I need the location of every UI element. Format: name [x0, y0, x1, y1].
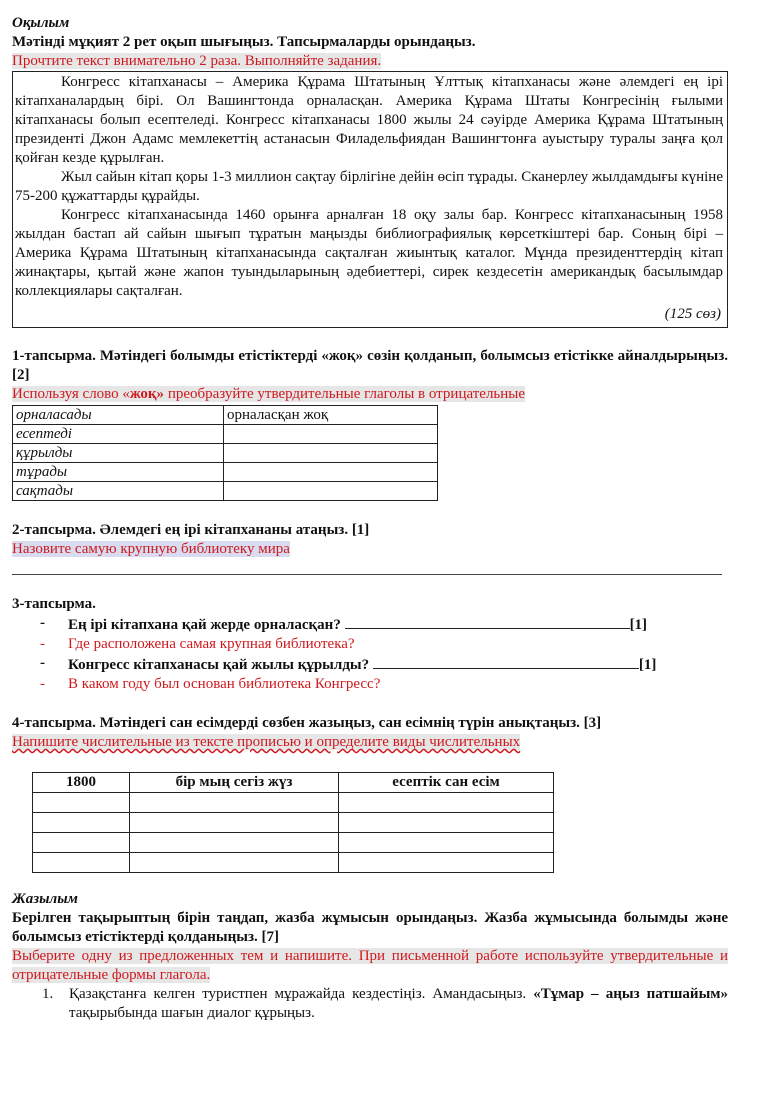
task2-title-ru: Назовите самую крупную библиотеку мира — [12, 541, 290, 557]
verb-cell: тұрады — [13, 463, 224, 482]
reading-paragraph-2: Жыл сайын кітап қоры 1-3 миллион сақтау бірлігіне дейін өсіп тұрады. Сканерлеу жылдамдығы күніне 75-200 құжаттарды құрайды. — [15, 169, 723, 204]
reading-text-box — [12, 71, 728, 328]
answer-cell[interactable] — [130, 833, 339, 853]
reading-paragraph-3: Конгресс кітапханасында 1460 орынға арналған 18 оқу залы бар. Конгресс кітапханасының 1958 жылдан бастап ай сайын шығып тұратын маңызды библиографиялық көрсеткіштері бар. Соның бірі – Америка Құрама Штатының кітапханасында сақталған жиынтық каталог. Мұнда президенттердің кітап жинақтары, қытай және жапон туындыларының әдебиеттері, сирек кездесетін американдық басылымдар коллекциялары сақталған. — [15, 207, 723, 299]
answer-cell[interactable] — [130, 813, 339, 833]
task1-table — [12, 405, 438, 501]
table-row — [13, 463, 438, 482]
table-row — [13, 482, 438, 501]
task3-section — [12, 595, 728, 694]
answer-cell[interactable] — [130, 853, 339, 873]
answer-line[interactable] — [345, 614, 630, 629]
table-row — [33, 813, 554, 833]
answer-cell[interactable] — [33, 813, 130, 833]
task3-question-2: - Конгресс кітапханасы қай жылы құрылды? [1] — [40, 654, 728, 675]
table-cell: 1800 — [33, 773, 130, 793]
task3-question-1: - Ең ірі кітапхана қай жерде орналасқан? [1] — [40, 614, 728, 635]
task4-title-ru: Напишите числительные из тексте прописью и определите виды числительных — [12, 734, 521, 750]
answer-cell[interactable] — [33, 833, 130, 853]
answer-cell[interactable] — [339, 793, 554, 813]
answer-cell[interactable] — [224, 444, 438, 463]
writing-instruction-kz: Берілген тақырыптың бірін таңдап, жазба жұмысын орындаңыз. Жазба жұмысында болымды және болымсыз етістіктерді қолданыңыз. [7] — [12, 910, 728, 945]
worksheet — [12, 14, 728, 1023]
answer-line[interactable] — [12, 574, 722, 575]
table-row — [13, 425, 438, 444]
writing-heading: Жазылым — [12, 891, 78, 907]
task2-title: 2-тапсырма. Әлемдегі ең ірі кітапхананы атаңыз. [1] — [12, 522, 370, 538]
table-header-row — [33, 773, 554, 793]
reading-heading: Оқылым — [12, 15, 70, 31]
writing-instruction-ru: Выберите одну из предложенных тем и напишите. При письменной работе используйте утвердительные и отрицательные формы глагола. — [12, 948, 728, 983]
task1-section — [12, 347, 728, 501]
answer-cell[interactable]: орналасқан жоқ — [224, 406, 438, 425]
word-count: (125 сөз) — [664, 306, 721, 322]
table-cell: есептік сан есім — [339, 773, 554, 793]
reading-instruction-ru: Прочтите текст внимательно 2 раза. Выполняйте задания. — [12, 53, 382, 69]
task1-title-ru: Используя слово «жоқ» преобразуйте утвердительные глаголы в отрицательные — [12, 386, 526, 402]
answer-cell[interactable] — [339, 813, 554, 833]
answer-cell[interactable] — [224, 482, 438, 501]
task3-title: 3-тапсырма. — [12, 596, 96, 612]
reading-paragraph-1: Конгресс кітапханасы – Америка Құрама Штатының Ұлттық кітапханасы және әлемдегі ең ірі кітапханалардың бірі. Ол Вашингтонда орналасқан. Америка Құрама Штаты Конгресінің ғылыми кітапханасы болып есептеледі. Конгресс кітапханасы 1800 жылы 24 сәуірде Америка Құрама Штатының президенті Джон Адамс мемлекеттің астанасын Филадельфиядан Вашингтонға ауыстыру туралы заңға қол қойған кезде құрылған. — [15, 74, 723, 166]
table-row — [13, 444, 438, 463]
answer-cell[interactable] — [339, 833, 554, 853]
task4-section — [12, 714, 728, 873]
table-row — [33, 853, 554, 873]
writing-section — [12, 890, 728, 1023]
task3-question-1-ru: - Где расположена самая крупная библиотека? — [40, 635, 728, 654]
answer-cell[interactable] — [130, 793, 339, 813]
table-row — [33, 833, 554, 853]
verb-cell: есептеді — [13, 425, 224, 444]
reading-section — [12, 14, 728, 328]
writing-topic-1: 1. Қазақстанға келген туристпен мұражайда кездестіңіз. Амандасыңыз. «Тұмар – аңыз патшайым» тақырыбында шағын диалог құрыңыз. — [42, 986, 728, 1021]
table-cell: бір мың сегіз жүз — [130, 773, 339, 793]
task3-question-2-ru: - В каком году был основан библиотека Конгресс? — [40, 675, 728, 694]
answer-cell[interactable] — [339, 853, 554, 873]
table-row — [13, 406, 438, 425]
answer-cell[interactable] — [224, 425, 438, 444]
verb-cell: құрылды — [13, 444, 224, 463]
verb-cell: сақтады — [13, 482, 224, 501]
verb-cell: орналасады — [13, 406, 224, 425]
reading-instruction-kz: Мәтінді мұқият 2 рет оқып шығыңыз. Тапсырмаларды орындаңыз. — [12, 34, 476, 50]
task4-table — [32, 772, 554, 873]
answer-cell[interactable] — [33, 853, 130, 873]
answer-cell[interactable] — [33, 793, 130, 813]
table-row — [33, 793, 554, 813]
task2-section — [12, 521, 728, 575]
answer-cell[interactable] — [224, 463, 438, 482]
answer-line[interactable] — [373, 654, 639, 669]
task1-title: 1-тапсырма. Мәтіндегі болымды етістіктерді «жоқ» сөзін қолданып, болымсыз етістікке айналдырыңыз. [2] — [12, 348, 728, 383]
task4-title: 4-тапсырма. Мәтіндегі сан есімдерді сөзбен жазыңыз, сан есімнің түрін анықтаңыз. [3] — [12, 715, 602, 731]
